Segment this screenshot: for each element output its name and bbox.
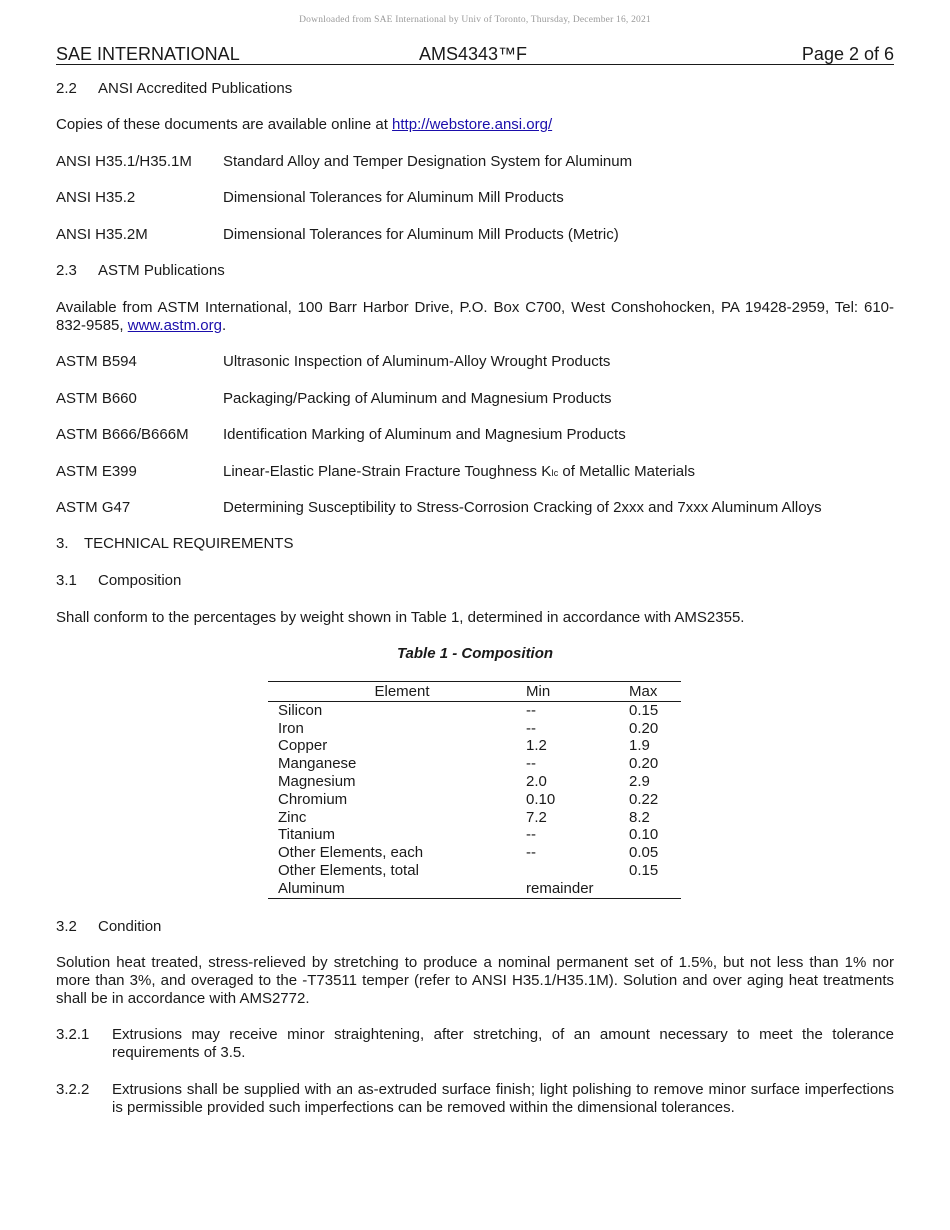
- table-row: [268, 701, 681, 719]
- ref-title: Standard Alloy and Temper Designation System for Aluminum: [223, 153, 633, 170]
- section-2-3-heading: [56, 262, 225, 280]
- section-title: Condition: [98, 918, 162, 935]
- cell-min: --: [526, 701, 536, 719]
- ref-code: ASTM B660: [56, 390, 137, 407]
- cell-max: 8.2: [629, 808, 650, 826]
- cell-min: --: [526, 844, 536, 862]
- section-title: Composition: [98, 572, 182, 589]
- condition-paragraph: Solution heat treated, stress-relieved by stretching to produce a nominal permanent set of 1.5%, but not less than 1% nor more than 3%, and overaged to the -T73511 temper (refer to ANSI H35.1/H35.1M). Solution and over aging heat treatments shall be in accordance with AMS2772.: [56, 954, 894, 1007]
- section-title: ASTM Publications: [98, 262, 225, 279]
- cell-min: 7.2: [526, 808, 547, 826]
- ref-code: ASTM B666/B666M: [56, 426, 189, 443]
- section-number: 3.: [56, 535, 69, 552]
- ref-code: ASTM G47: [56, 499, 131, 516]
- table-row: [268, 755, 681, 773]
- download-watermark: Downloaded from SAE International by Univ of Toronto, Thursday, December 16, 2021: [299, 15, 651, 25]
- ansi-availability: [56, 116, 552, 134]
- table-title: Table 1 - Composition: [396, 645, 554, 662]
- column-header-max: Max: [629, 682, 681, 702]
- ref-code: ANSI H35.2: [56, 189, 136, 206]
- header-doc-number: AMS4343™F: [419, 44, 528, 64]
- composition-table: [268, 681, 681, 899]
- section-3-1-heading: [56, 572, 181, 590]
- table-row: [268, 791, 681, 809]
- cell-element: Aluminum: [268, 880, 526, 898]
- table-row: [268, 773, 681, 791]
- column-header-min: Min: [526, 682, 629, 702]
- table-row: [268, 720, 681, 738]
- ref-title-subscript: Ic: [551, 468, 559, 478]
- cell-element: Zinc: [278, 808, 307, 826]
- section-3-2-heading: [56, 918, 161, 936]
- cell-max: 0.20: [629, 719, 659, 737]
- header-page-number: Page 2 of 6: [801, 44, 894, 64]
- cell-max: 0.20: [629, 755, 659, 773]
- cell-max: 0.15: [629, 701, 659, 719]
- astm-availability: [56, 299, 894, 335]
- cell-min: --: [526, 719, 536, 737]
- cell-element: Chromium: [278, 790, 348, 808]
- ansi-webstore-link[interactable]: http://webstore.ansi.org/: [392, 116, 553, 133]
- cell-min: 0.10: [526, 790, 556, 808]
- section-title: ANSI Accredited Publications: [98, 80, 293, 97]
- ref-title: Determining Susceptibility to Stress-Corrosion Cracking of 2xxx and 7xxx Aluminum Alloys: [223, 499, 822, 516]
- ansi-availability-text: Copies of these documents are available online at: [56, 116, 393, 133]
- section-3-2-2-text: Extrusions shall be supplied with an as-extruded surface finish; light polishing to remove minor surface imperfections is permissible provided such imperfections can be removed within the dimensional tolerances.: [112, 1081, 894, 1116]
- section-3-2-1-text: Extrusions may receive minor straightening, after stretching, of an amount necessary to meet the tolerance requirements of 3.5.: [112, 1026, 894, 1061]
- ref-title: [223, 463, 695, 482]
- cell-min: --: [526, 755, 536, 773]
- ref-code: ANSI H35.2M: [56, 226, 148, 243]
- section-2-2-heading: [56, 80, 292, 98]
- ref-title: Packaging/Packing of Aluminum and Magnesium Products: [223, 390, 612, 407]
- ref-code: ASTM B594: [56, 353, 137, 370]
- cell-element: Silicon: [278, 701, 323, 719]
- cell-element: Magnesium: [278, 772, 356, 790]
- section-number: 2.2: [56, 80, 77, 97]
- cell-max: [629, 880, 681, 898]
- table-row: [268, 862, 681, 880]
- section-3-heading: [56, 535, 293, 553]
- ref-title: Dimensional Tolerances for Aluminum Mill Products: [223, 189, 564, 206]
- ref-code: ANSI H35.1/H35.1M: [56, 153, 192, 170]
- section-number: 3.2: [56, 918, 77, 935]
- cell-element: Iron: [278, 719, 304, 737]
- cell-max: 2.9: [629, 772, 650, 790]
- table-row: [268, 880, 681, 898]
- cell-min: --: [526, 826, 536, 844]
- table-row: [268, 826, 681, 844]
- page-header: [56, 44, 894, 65]
- ref-title: Dimensional Tolerances for Aluminum Mill Products (Metric): [223, 226, 619, 243]
- ref-title: Identification Marking of Aluminum and Magnesium Products: [223, 426, 626, 443]
- cell-max: 0.10: [629, 826, 659, 844]
- astm-availability-end: .: [221, 317, 227, 334]
- cell-max: 0.22: [629, 790, 659, 808]
- table-header-row: [268, 682, 681, 702]
- cell-max: 0.15: [629, 861, 659, 879]
- cell-min: 1.2: [526, 737, 547, 755]
- astm-availability-text: Available from ASTM International, 100 Barr Harbor Drive, P.O. Box C700, West Conshohocken, PA 19428-2959, Tel: 610-832-9585,: [56, 299, 894, 334]
- table-row: [268, 844, 681, 862]
- cell-element: Other Elements, each: [278, 844, 424, 862]
- table-row: [268, 809, 681, 827]
- column-header-element: Element: [268, 682, 526, 702]
- cell-min: [526, 862, 629, 880]
- section-title: TECHNICAL REQUIREMENTS: [84, 535, 294, 552]
- section-3-2-1-number: 3.2.1: [56, 1026, 90, 1043]
- cell-element: Other Elements, total: [278, 861, 419, 879]
- cell-element: Copper: [278, 737, 328, 755]
- cell-element: Manganese: [278, 755, 357, 773]
- table-row: [268, 737, 681, 755]
- ref-title-part: of Metallic Materials: [558, 463, 695, 480]
- cell-element: Titanium: [278, 826, 335, 844]
- ref-title: Ultrasonic Inspection of Aluminum-Alloy Wrought Products: [223, 353, 611, 370]
- ref-title-part: Linear-Elastic Plane-Strain Fracture Toughness K: [223, 463, 552, 480]
- section-3-2-2-number: 3.2.2: [56, 1081, 90, 1098]
- cell-max: 0.05: [629, 844, 659, 862]
- section-number: 3.1: [56, 572, 77, 589]
- cell-min: 2.0: [526, 772, 547, 790]
- cell-min: remainder: [526, 880, 629, 898]
- astm-website-link[interactable]: www.astm.org: [127, 317, 222, 334]
- section-number: 2.3: [56, 262, 77, 279]
- header-org: SAE INTERNATIONAL: [56, 44, 240, 64]
- ref-code: ASTM E399: [56, 463, 137, 480]
- cell-max: 1.9: [629, 737, 650, 755]
- composition-paragraph: Shall conform to the percentages by weight shown in Table 1, determined in accordance with AMS2355.: [56, 609, 745, 626]
